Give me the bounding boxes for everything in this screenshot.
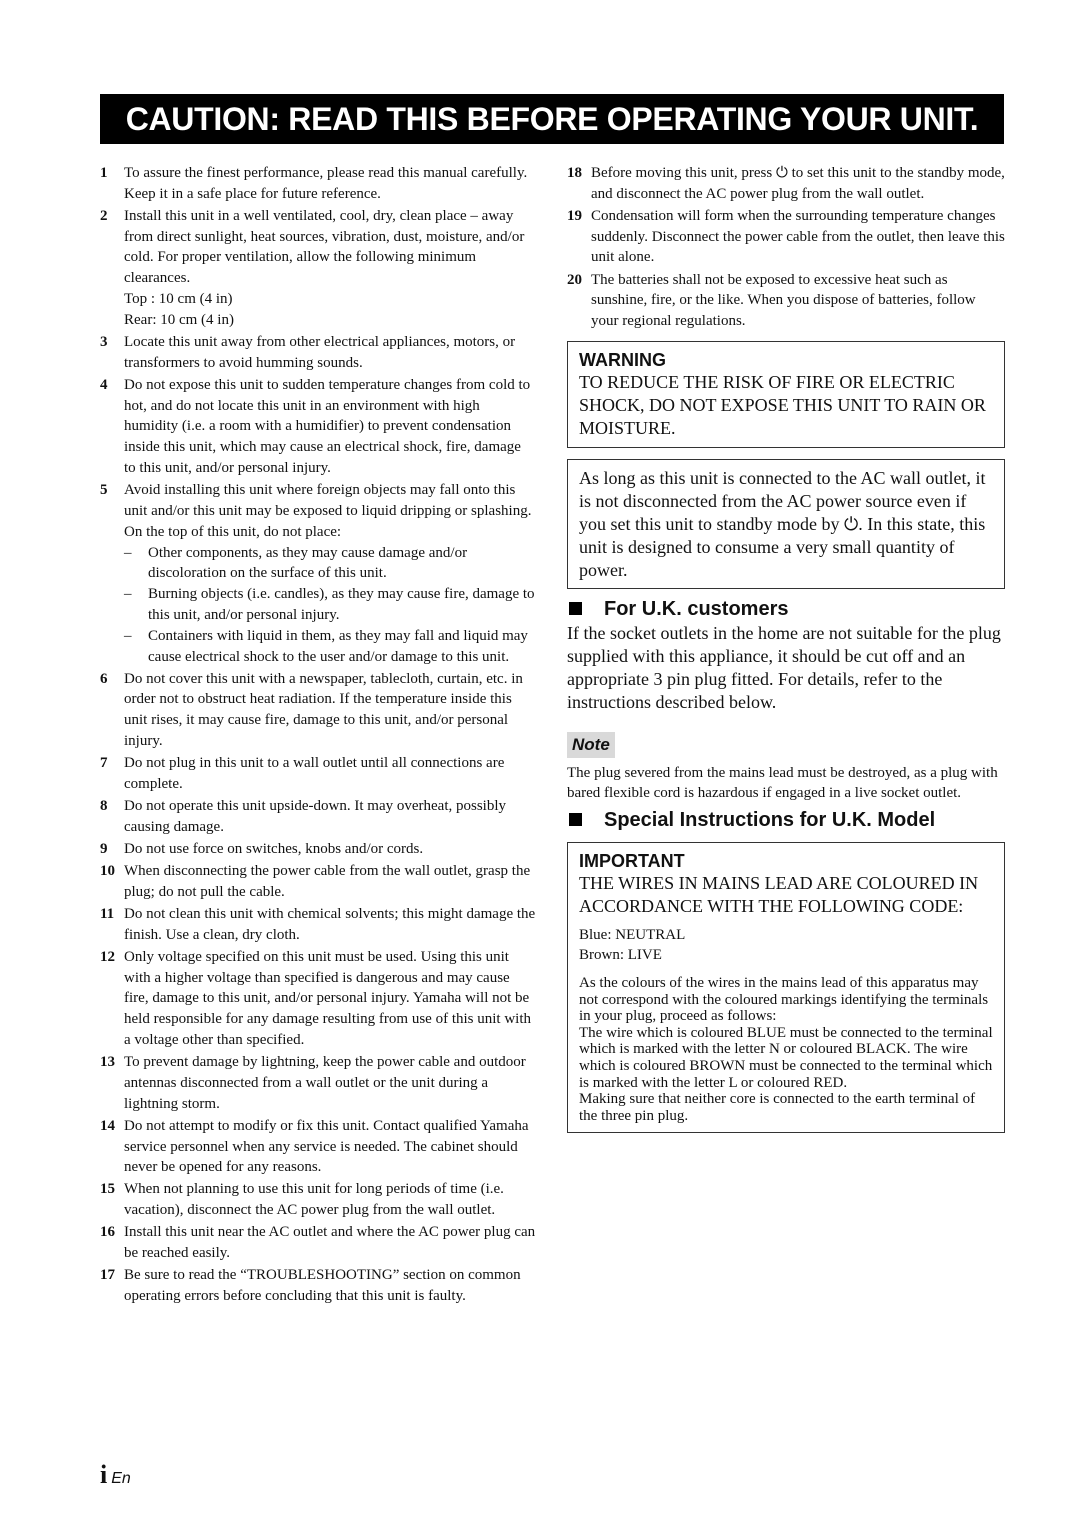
power-icon: ⏻ bbox=[775, 165, 788, 181]
important-box bbox=[567, 842, 1005, 1133]
item-text: Condensation will form when the surrounding temperature changes suddenly. Disconnect the power cable from the outlet, then leave this unit alone. bbox=[591, 207, 1005, 266]
item-text: Be sure to read the “TROUBLESHOOTING” section on common operating errors before concluding that this unit is faulty. bbox=[124, 1267, 521, 1304]
power-icon: ⏻ bbox=[844, 513, 859, 534]
list-item bbox=[100, 1052, 536, 1114]
square-bullet-icon bbox=[569, 602, 582, 615]
list-item bbox=[100, 669, 536, 752]
left-column bbox=[100, 163, 536, 1308]
item-text: Only voltage specified on this unit must be used. Using this unit with a higher voltage than specified is dangerous and may cause fire, damage to this unit, and/or personal injury. Yamaha will not be held responsible for any damage resulting from use of this unit with a voltage other than specified. bbox=[124, 948, 531, 1048]
list-item bbox=[567, 270, 1005, 332]
important-title: IMPORTANT bbox=[579, 850, 685, 871]
dash-bullet: – bbox=[124, 627, 132, 644]
important-paragraph: Making sure that neither core is connected to the earth terminal of the three pin plug. bbox=[579, 1091, 976, 1124]
item-text: When not planning to use this unit for long periods of time (i.e. vacation), disconnect the AC power plug from the wall outlet. bbox=[124, 1181, 504, 1219]
item-text: When disconnecting the power cable from the wall outlet, grasp the plug; do not pull the cable. bbox=[124, 862, 531, 900]
sub-item bbox=[124, 543, 536, 585]
list-item bbox=[100, 904, 536, 946]
item-number: 17 bbox=[100, 1267, 115, 1284]
item-number: 16 bbox=[100, 1224, 115, 1241]
list-item bbox=[100, 1179, 536, 1221]
item-text: Do not clean this unit with chemical solvents; this might damage the finish. Use a clean, dry cloth. bbox=[124, 905, 536, 943]
item-text: Do not plug in this unit to a wall outlet until all connections are complete. bbox=[124, 755, 505, 792]
clearance-rear: Rear: 10 cm (4 in) bbox=[124, 311, 234, 328]
list-item bbox=[100, 163, 536, 205]
uk-customers-heading bbox=[567, 596, 1005, 622]
sub-item bbox=[124, 626, 536, 668]
item-number: 18 bbox=[567, 165, 582, 181]
item-text: Do not attempt to modify or fix this unit. Contact qualified Yamaha service personnel when any service is needed. The cabinet should never be opened for any reasons. bbox=[124, 1117, 529, 1176]
item-text: Install this unit in a well ventilated, cool, dry, clean place – away from direct sunlight, heat sources, vibration, dust, moisture, and/or cold. For proper ventilation, allow the following minimum clearances. bbox=[124, 207, 525, 287]
important-text: THE WIRES IN MAINS LEAD ARE COLOURED IN ACCORDANCE WITH THE FOLLOWING CODE: bbox=[579, 872, 979, 916]
right-column bbox=[567, 163, 1005, 1133]
clearance-top: Top : 10 cm (4 in) bbox=[124, 291, 233, 308]
item-text: To prevent damage by lightning, keep the power cable and outdoor antennas disconnected from a wall outlet or the unit during a lightning storm. bbox=[124, 1054, 526, 1112]
list-item bbox=[567, 206, 1005, 268]
item-number: 2 bbox=[100, 207, 108, 224]
list-item bbox=[100, 753, 536, 795]
list-item bbox=[100, 861, 536, 903]
item-number: 6 bbox=[100, 670, 108, 687]
item-number: 1 bbox=[100, 165, 108, 181]
item-text: Locate this unit away from other electrical appliances, motors, or transformers to avoid humming sounds. bbox=[124, 333, 516, 371]
item-number: 14 bbox=[100, 1117, 115, 1134]
wire-blue: Blue: NEUTRAL bbox=[579, 926, 686, 943]
item-number: 20 bbox=[567, 271, 582, 288]
sub-item-text: Other components, as they may cause damage and/or discoloration on the surface of this unit. bbox=[148, 544, 468, 582]
item-text: Do not use force on switches, knobs and/or cords. bbox=[124, 840, 424, 857]
item-text: Install this unit near the AC outlet and where the AC power plug can be reached easily. bbox=[124, 1224, 536, 1262]
page-footer bbox=[100, 1460, 131, 1490]
warning-text: TO REDUCE THE RISK OF FIRE OR ELECTRIC SHOCK, DO NOT EXPOSE THIS UNIT TO RAIN OR MOISTURE. bbox=[579, 371, 986, 438]
item-number: 11 bbox=[100, 905, 115, 922]
wire-brown: Brown: LIVE bbox=[579, 947, 662, 964]
list-item bbox=[100, 375, 536, 479]
item-number: 13 bbox=[100, 1054, 115, 1071]
sub-item bbox=[124, 584, 536, 626]
list-item bbox=[100, 1116, 536, 1178]
standby-text: As long as this unit is connected to the AC wall outlet, it is not disconnected from the AC power source even if you set this unit to standby mode by bbox=[579, 467, 986, 534]
dash-bullet: – bbox=[124, 544, 132, 561]
special-instructions-heading bbox=[567, 807, 1005, 833]
square-bullet-icon bbox=[569, 813, 582, 826]
item-text: To assure the finest performance, please read this manual carefully. Keep it in a safe place for future reference. bbox=[124, 165, 528, 202]
standby-text-cont: . In this state, this unit is designed to consume a very small quantity of power. bbox=[579, 513, 986, 580]
list-item bbox=[100, 839, 536, 860]
item-number: 4 bbox=[100, 376, 108, 393]
item-number: 5 bbox=[100, 482, 108, 499]
item-number: 12 bbox=[100, 948, 115, 965]
sub-item-text: Burning objects (i.e. candles), as they may cause fire, damage to this unit, and/or personal injury. bbox=[148, 586, 535, 623]
section-title: For U.K. customers bbox=[604, 597, 789, 620]
item-text: The batteries shall not be exposed to excessive heat such as sunshine, fire, or the like. When you dispose of batteries, follow your regional regulations. bbox=[591, 271, 976, 330]
item-text: Do not operate this unit upside-down. It may overheat, possibly causing damage. bbox=[124, 797, 507, 835]
important-paragraph: As the colours of the wires in the mains lead of this apparatus may not correspond with the coloured markings identifying the terminals in your plug, proceed as follows: bbox=[579, 974, 989, 1025]
section-title: Special Instructions for U.K. Model bbox=[604, 808, 936, 831]
item-text: Do not expose this unit to sudden temperature changes from cold to hot, and do not locate this unit in an environment with high humidity (i.e. a room with a humidifier) to prevent condensation inside this unit, which may cause an electrical shock, fire, damage to this unit, and/or personal injury. bbox=[124, 376, 531, 477]
item-number: 3 bbox=[100, 333, 108, 350]
dash-bullet: – bbox=[124, 586, 132, 603]
item-text: Before moving this unit, press bbox=[591, 165, 773, 181]
item-number: 9 bbox=[100, 840, 108, 857]
item-number: 8 bbox=[100, 797, 108, 814]
list-item bbox=[100, 1265, 536, 1307]
list-item bbox=[100, 206, 536, 331]
page-title: CAUTION: READ THIS BEFORE OPERATING YOUR UNIT. bbox=[100, 94, 1004, 144]
list-item bbox=[100, 1222, 536, 1264]
item-text: to set this unit to the standby mode, and disconnect the AC power plug from the wall outlet. bbox=[591, 165, 1005, 202]
item-number: 7 bbox=[100, 755, 108, 772]
list-item bbox=[567, 163, 1005, 205]
warning-title: WARNING bbox=[579, 349, 666, 370]
important-paragraph: The wire which is coloured BLUE must be connected to the terminal which is marked with the letter N or coloured BLACK. The wire which is coloured BROWN must be connected to the terminal which is marked with the letter L or coloured RED. bbox=[579, 1024, 993, 1091]
list-item bbox=[100, 332, 536, 374]
note-label: Note bbox=[567, 732, 615, 758]
uk-customers-text: If the socket outlets in the home are not suitable for the plug supplied with this appliance, it should be cut off and an appropriate 3 pin plug fitted. For details, refer to the instructions described below. bbox=[567, 622, 1001, 712]
note-text: The plug severed from the mains lead must be destroyed, as a plug with bared flexible cord is hazardous if engaged in a live socket outlet. bbox=[567, 764, 998, 802]
list-item bbox=[100, 947, 536, 1051]
page-number: i bbox=[100, 1460, 108, 1489]
item-number: 19 bbox=[567, 207, 582, 224]
warning-box bbox=[567, 341, 1005, 448]
sub-item-text: Containers with liquid in them, as they may fall and liquid may cause electrical shock to the user and/or damage to this unit. bbox=[148, 627, 528, 665]
list-item bbox=[100, 796, 536, 838]
list-item bbox=[100, 480, 536, 667]
item-text: Avoid installing this unit where foreign objects may fall onto this unit and/or this unit may be exposed to liquid dripping or splashing. On the top of this unit, do not place: bbox=[124, 482, 532, 540]
item-text: Do not cover this unit with a newspaper, tablecloth, curtain, etc. in order not to obstruct heat radiation. If the temperature inside this unit rises, it may cause fire, damage to this unit, and/or personal injury. bbox=[124, 670, 523, 749]
item-number: 10 bbox=[100, 862, 115, 879]
item-number: 15 bbox=[100, 1181, 115, 1198]
language-code: En bbox=[111, 1470, 131, 1487]
standby-box bbox=[567, 459, 1005, 589]
